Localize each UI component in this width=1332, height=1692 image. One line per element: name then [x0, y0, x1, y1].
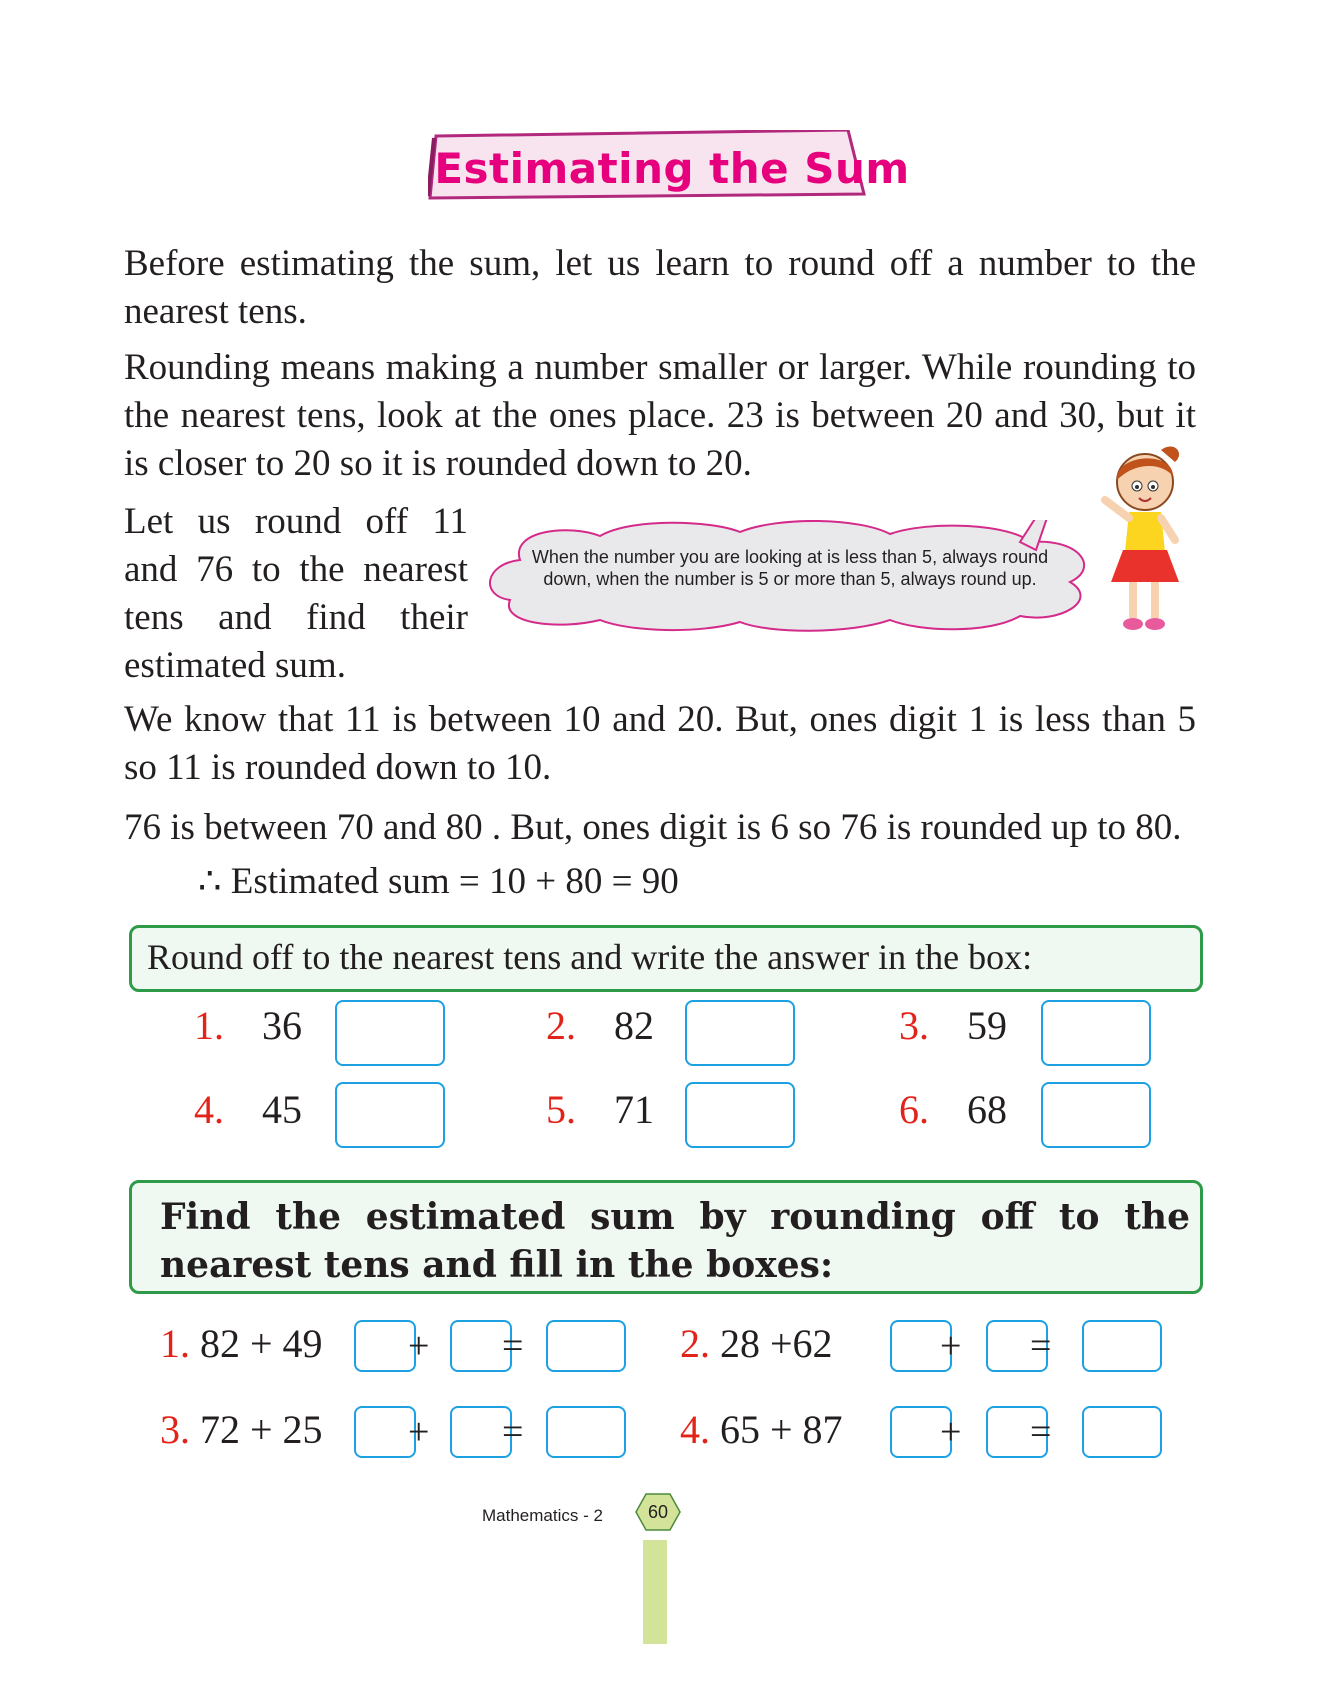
item-value: 36: [262, 1003, 302, 1048]
exercise2-heading: [129, 1180, 1203, 1294]
estimated-sum-line: ∴ Estimated sum = 10 + 80 = 90: [198, 861, 679, 902]
item-number: 2.: [680, 1321, 710, 1366]
equals-sign: =: [502, 1411, 524, 1453]
bubble-text: When the number you are looking at is less than 5, always round down, when the number is 5 or more than 5, always round up.: [531, 547, 1049, 589]
exercise1-item: [194, 1086, 302, 1133]
plus-sign: +: [408, 1411, 430, 1453]
exercise1-heading: [129, 925, 1203, 992]
rounding-paragraph: Rounding means making a number smaller or larger. While rounding to the nearest tens, look at the ones place. 23 is between 20 and 30, but it is closer to 20 so it is rounded down to 20.: [124, 347, 1196, 484]
item-number: 1.: [194, 1003, 224, 1048]
item-number: 6.: [899, 1087, 929, 1132]
item-value: 45: [262, 1087, 302, 1132]
answer-box[interactable]: [685, 1082, 795, 1148]
rounded-box-1[interactable]: [354, 1406, 416, 1458]
answer-box[interactable]: [685, 1000, 795, 1066]
exercise2-heading-text: Find the estimated sum by rounding off to the nearest tens and fill in the boxes:: [160, 1196, 1190, 1286]
exercise2-item: [680, 1406, 843, 1453]
page-title: Estimating the Sum: [434, 144, 910, 193]
equals-sign: =: [1030, 1325, 1052, 1367]
exercise1-item: [899, 1086, 1007, 1133]
speech-bubble: [480, 520, 1100, 632]
item-value: 82: [614, 1003, 654, 1048]
item-value: 68: [967, 1087, 1007, 1132]
page-number: 60: [647, 1502, 669, 1522]
seventysix-paragraph: 76 is between 70 and 80 . But, ones digit is 6 so 76 is rounded up to 80.: [124, 807, 1182, 848]
sum-box[interactable]: [1082, 1320, 1162, 1372]
item-number: 3.: [160, 1407, 190, 1452]
girl-icon: [1095, 440, 1205, 640]
item-expression: 82 + 49: [200, 1321, 323, 1366]
answer-box[interactable]: [335, 1082, 445, 1148]
footer-bar: [643, 1540, 667, 1644]
sum-box[interactable]: [546, 1406, 626, 1458]
exercise1-item: [546, 1086, 654, 1133]
item-number: 4.: [194, 1087, 224, 1132]
item-number: 3.: [899, 1003, 929, 1048]
example-paragraph: Let us round off 11 and 76 to the nearest tens and find their estimated sum.: [124, 501, 468, 686]
exercise1-item: [546, 1002, 654, 1049]
item-expression: 28 +62: [720, 1321, 833, 1366]
exercise2-item: [160, 1320, 323, 1367]
exercise1-item: [194, 1002, 302, 1049]
answer-box[interactable]: [1041, 1000, 1151, 1066]
plus-sign: +: [940, 1411, 962, 1453]
equals-sign: =: [502, 1325, 524, 1367]
plus-sign: +: [940, 1325, 962, 1367]
answer-box[interactable]: [335, 1000, 445, 1066]
item-value: 59: [967, 1003, 1007, 1048]
rounded-box-1[interactable]: [354, 1320, 416, 1372]
footer-book-title: Mathematics - 2: [482, 1506, 603, 1525]
exercise1-heading-text: Round off to the nearest tens and write the answer in the box:: [147, 937, 1033, 977]
exercise2-item: [160, 1406, 323, 1453]
eleven-paragraph: We know that 11 is between 10 and 20. But, ones digit 1 is less than 5 so 11 is rounded down to 10.: [124, 699, 1196, 788]
item-number: 2.: [546, 1003, 576, 1048]
item-expression: 72 + 25: [200, 1407, 323, 1452]
girl-illustration: [1095, 440, 1205, 640]
item-number: 4.: [680, 1407, 710, 1452]
answer-box[interactable]: [1041, 1082, 1151, 1148]
exercise1-item: [899, 1002, 1007, 1049]
sum-box[interactable]: [1082, 1406, 1162, 1458]
plus-sign: +: [408, 1325, 430, 1367]
exercise2-item: [680, 1320, 833, 1367]
item-number: 5.: [546, 1087, 576, 1132]
item-value: 71: [614, 1087, 654, 1132]
equals-sign: =: [1030, 1411, 1052, 1453]
sum-box[interactable]: [546, 1320, 626, 1372]
title-banner: [428, 130, 916, 210]
intro-paragraph: Before estimating the sum, let us learn to round off a number to the nearest tens.: [124, 243, 1196, 332]
item-number: 1.: [160, 1321, 190, 1366]
item-expression: 65 + 87: [720, 1407, 843, 1452]
